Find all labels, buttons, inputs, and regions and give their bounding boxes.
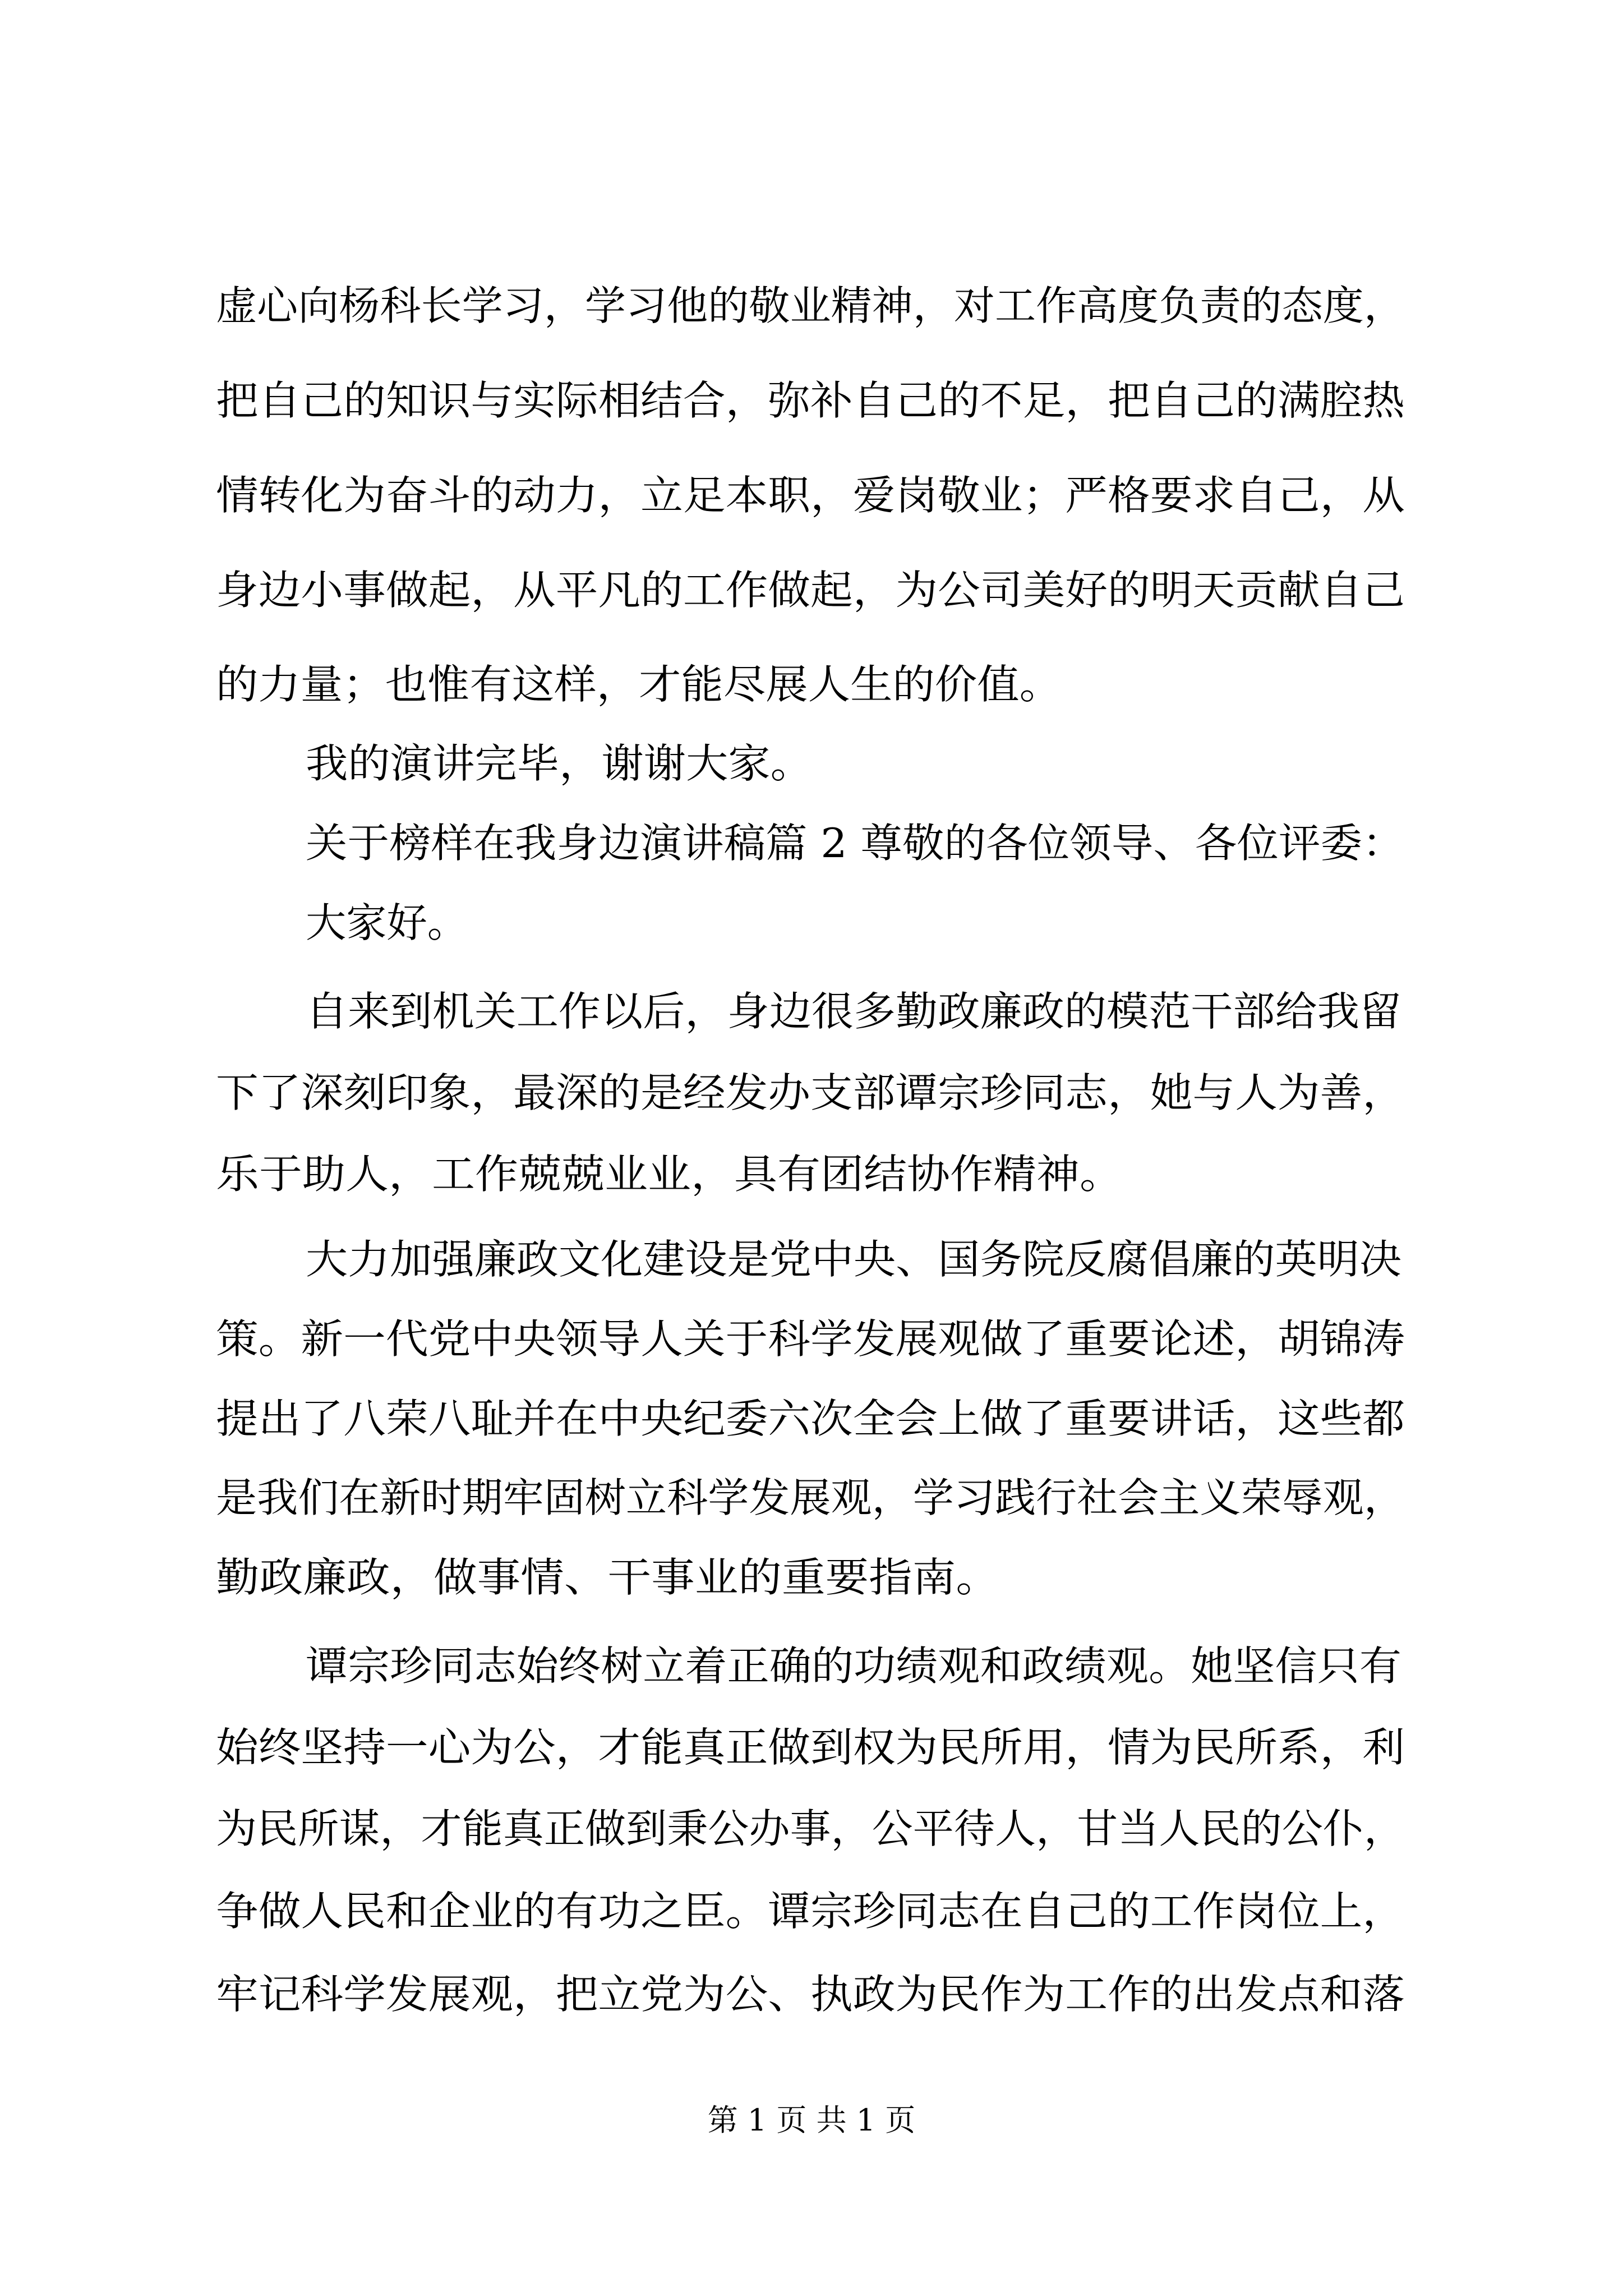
text-line: 谭宗珍同志始终树立着正确的功绩观和政绩观。她坚信只有	[306, 1642, 1402, 1690]
text-line: 始终坚持一心为公，才能真正做到权为民所用，情为民所系，利	[216, 1724, 1405, 1771]
text-line: 策。新一代党中央领导人关于科学发展观做了重要论述，胡锦涛	[216, 1315, 1405, 1363]
text-line: 虚心向杨科长学习，学习他的敬业精神，对工作高度负责的态度，	[216, 282, 1405, 329]
text-line: 勤政廉政，做事情、干事业的重要指南。	[216, 1554, 1000, 1601]
text-line: 乐于助人，工作兢兢业业，具有团结协作精神。	[216, 1151, 1123, 1198]
text-line: 大家好。	[306, 899, 468, 946]
text-line: 下了深刻印象，最深的是经发办支部谭宗珍同志，她与人为善，	[216, 1069, 1405, 1116]
text-line: 身边小事做起，从平凡的工作做起，为公司美好的明天贡献自己	[216, 567, 1405, 614]
text-line: 把自己的知识与实际相结合，弥补自己的不足，把自己的满腔热	[216, 377, 1405, 424]
text-line: 为民所谋，才能真正做到秉公办事，公平待人，甘当人民的公仆，	[216, 1805, 1405, 1852]
text-line: 我的演讲完毕，谢谢大家。	[306, 740, 813, 787]
text-line: 提出了八荣八耻并在中央纪委六次全会上做了重要讲话，这些都	[216, 1395, 1405, 1442]
body-text	[216, 0, 1408, 2064]
text-line: 牢记科学发展观，把立党为公、执政为民作为工作的出发点和落	[216, 1971, 1405, 2018]
text-line: 大力加强廉政文化建设是党中央、国务院反腐倡廉的英明决	[306, 1236, 1402, 1283]
text-line: 是我们在新时期牢固树立科学发展观，学习践行社会主义荣辱观，	[216, 1474, 1405, 1521]
text-line: 自来到机关工作以后，身边很多勤政廉政的模范干部给我留	[306, 988, 1402, 1035]
page-number-label: 第 1 页 共 1 页	[707, 2102, 916, 2138]
text-line: 争做人民和企业的有功之臣。谭宗珍同志在自己的工作岗位上，	[216, 1888, 1405, 1935]
text-line: 的力量；也惟有这样，才能尽展人生的价值。	[216, 661, 1062, 708]
text-line: 关于榜样在我身边演讲稿篇 2 尊敬的各位领导、各位评委：	[306, 820, 1404, 867]
text-line: 情转化为奋斗的动力，立足本职，爱岗敬业；严格要求自己，从	[216, 472, 1405, 519]
page-footer	[0, 2098, 1623, 2143]
